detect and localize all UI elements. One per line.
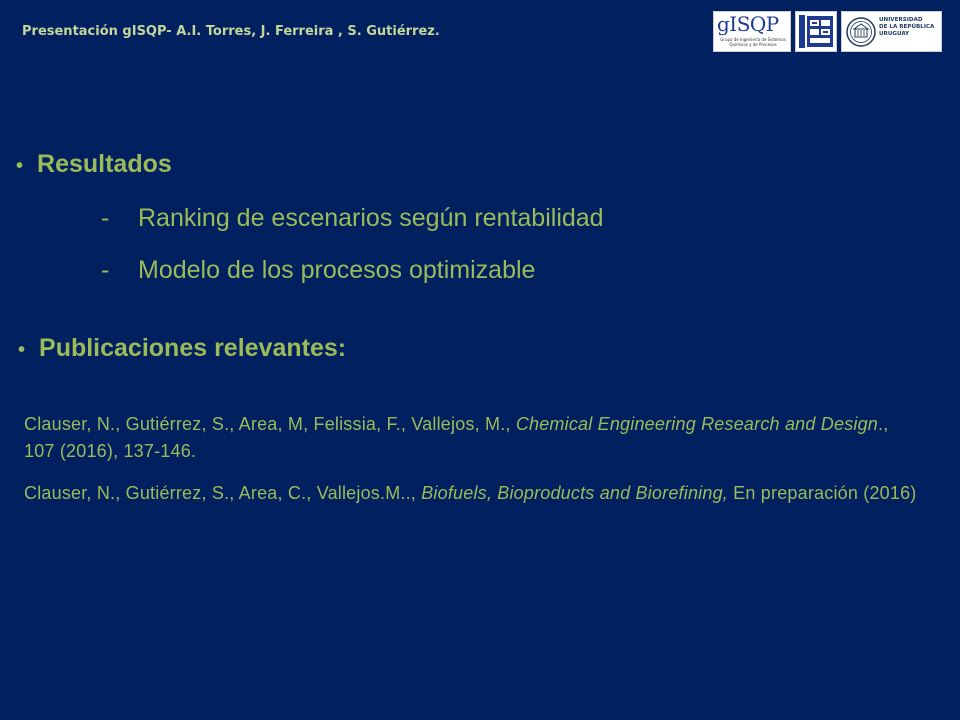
results-heading [16, 150, 172, 179]
results-item-text: Modelo de los procesos optimizable [138, 256, 536, 284]
gisqp-logo [713, 11, 791, 52]
results-bullet: • [16, 155, 24, 177]
results-item [101, 256, 535, 285]
reference-authors: Clauser, N., Gutiérrez, S., Area, M, Felissia, F., Vallejos, M., [24, 414, 516, 434]
results-item-dash: - [101, 256, 110, 284]
publications-bullet: • [18, 339, 26, 361]
gisqp-logo-subtitle: Grupo de Ingeniería de Sistemas Químicos y de Procesos [720, 37, 786, 47]
results-title: Resultados [37, 150, 172, 178]
udelar-line-3: URUGUAY [879, 31, 910, 38]
header-text: Presentación gISQP- A.I. Torres, J. Ferreira , S. Gutiérrez. [22, 24, 440, 39]
results-item-text: Ranking de escenarios según rentabilidad [138, 204, 604, 232]
udelar-seal-icon [846, 17, 876, 47]
reference-2 [24, 480, 924, 507]
udelar-line-1: UNIVERSIDAD [879, 17, 923, 23]
gisqp-logo-title: gISQP [717, 12, 779, 36]
udelar-logo-text [879, 17, 934, 39]
ingenieria-emblem-icon [796, 12, 836, 51]
udelar-line-2: DE LA REPÚBLICA [879, 24, 935, 31]
ingenieria-logo [795, 11, 837, 52]
logo-bar [713, 11, 942, 54]
reference-authors: Clauser, N., Gutiérrez, S., Area, C., Vallejos.M.., [24, 483, 422, 503]
reference-1 [24, 411, 924, 465]
reference-details: ., 107 (2016), 137-146. [24, 414, 889, 461]
udelar-logo [841, 11, 942, 52]
results-item [101, 204, 604, 233]
reference-journal: Biofuels, Bioproducts and Biorefining, [421, 483, 728, 503]
results-item-dash: - [101, 204, 110, 232]
reference-details: En preparación (2016) [727, 483, 917, 503]
reference-journal: Chemical Engineering Research and Design [515, 414, 879, 434]
publications-title: Publicaciones relevantes: [39, 334, 347, 362]
publications-heading [18, 334, 346, 363]
